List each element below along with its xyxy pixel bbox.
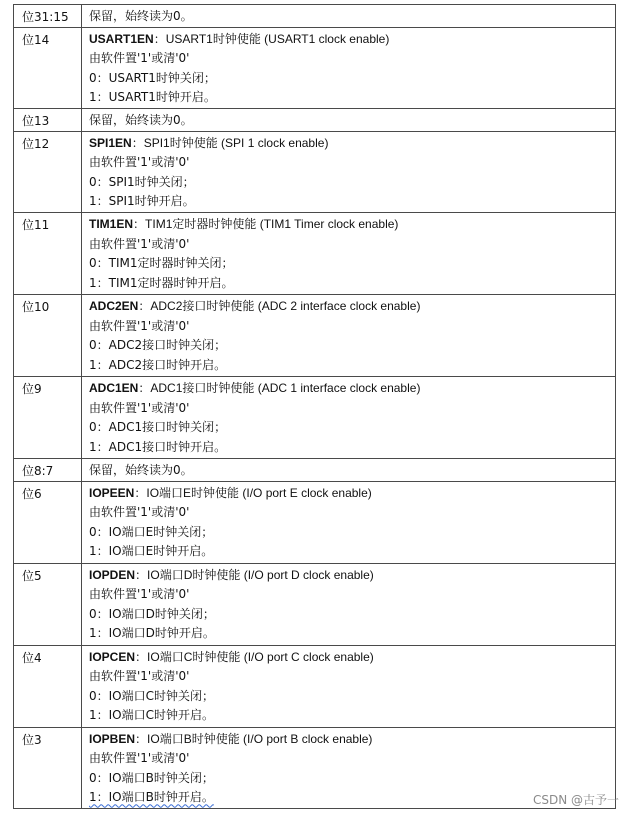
reserved-description: [82, 108, 616, 131]
bit-label: 位11: [14, 212, 82, 294]
field-name: IOPCEN: [89, 649, 136, 664]
field-value-1: 1：IO端口E时钟开启。: [89, 544, 214, 559]
field-separator: ：: [133, 216, 146, 231]
field-value-1: 1：SPI1时钟开启。: [89, 194, 195, 209]
table-row: [14, 131, 616, 212]
field-name: ADC2EN: [89, 298, 139, 313]
field-separator: ：: [135, 649, 148, 664]
register-bit-table: [13, 4, 616, 809]
csdn-watermark: CSDN @古予一: [532, 793, 619, 807]
field-access-note: 由软件置'1'或清'0': [89, 400, 190, 415]
field-access-note: 由软件置'1'或清'0': [89, 51, 190, 66]
field-title-text: SPI1时钟使能 (SPI 1 clock enable): [143, 135, 329, 150]
reserved-text: 保留，始终读为0。: [89, 112, 193, 127]
table-row: [14, 27, 616, 108]
field-separator: ：: [135, 731, 148, 746]
field-value-0: 0：ADC2接口时钟关闭；: [89, 338, 227, 353]
field-title: [89, 730, 615, 750]
field-value-0: 0：IO端口E时钟关闭；: [89, 524, 214, 539]
field-access-note: 由软件置'1'或清'0': [89, 751, 190, 766]
table-row: [14, 458, 616, 481]
bit-label: 位4: [14, 645, 82, 727]
field-description: [82, 563, 616, 645]
field-name: ADC1EN: [89, 380, 139, 395]
bit-label: 位10: [14, 294, 82, 376]
field-description: [82, 212, 616, 294]
field-separator: ：: [134, 485, 147, 500]
field-access-note: 由软件置'1'或清'0': [89, 669, 190, 684]
bit-label: 位6: [14, 481, 82, 563]
field-title-text: IO端口D时钟使能 (I/O port D clock enable): [147, 567, 374, 582]
field-value-0: 0：SPI1时钟关闭；: [89, 174, 195, 189]
field-title-text: ADC2接口时钟使能 (ADC 2 interface clock enable): [150, 298, 421, 313]
field-title: [89, 379, 615, 399]
field-title-text: TIM1定时器时钟使能 (TIM1 Timer clock enable): [145, 216, 399, 231]
field-name: IOPDEN: [89, 567, 136, 582]
field-description: [82, 645, 616, 727]
field-title: [89, 134, 615, 154]
bit-label: 位12: [14, 131, 82, 212]
field-value-0: 0：IO端口D时钟关闭；: [89, 606, 215, 621]
field-title: [89, 30, 615, 50]
reserved-text: 保留，始终读为0。: [89, 9, 193, 23]
field-description: [82, 294, 616, 376]
field-separator: ：: [131, 135, 144, 150]
bit-label: 位14: [14, 27, 82, 108]
field-access-note: 由软件置'1'或清'0': [89, 587, 190, 602]
table-row: [14, 645, 616, 727]
bit-label: 位31:15: [14, 5, 82, 28]
reserved-text: 保留，始终读为0。: [89, 462, 193, 477]
field-value-0: 0：USART1时钟关闭；: [89, 70, 216, 85]
field-title: [89, 566, 615, 586]
field-description: [82, 131, 616, 212]
field-separator: ：: [138, 380, 151, 395]
reserved-description: [82, 5, 616, 28]
field-value-1: 1：IO端口C时钟开启。: [89, 708, 214, 723]
field-value-1: 1：TIM1定时器时钟开启。: [89, 275, 234, 290]
table-row: [14, 294, 616, 376]
field-name: IOPBEN: [89, 731, 136, 746]
field-title: [89, 648, 615, 668]
field-value-1: 1：IO端口B时钟开启。: [89, 790, 214, 805]
field-value-1: 1：USART1时钟开启。: [89, 90, 216, 105]
field-title-text: IO端口E时钟使能 (I/O port E clock enable): [146, 485, 372, 500]
table-row: [14, 212, 616, 294]
field-separator: ：: [135, 567, 148, 582]
field-title: [89, 297, 615, 317]
field-value-1: 1：IO端口D时钟开启。: [89, 626, 215, 641]
field-value-0: 0：TIM1定时器时钟关闭；: [89, 256, 234, 271]
field-description: [82, 27, 616, 108]
field-access-note: 由软件置'1'或清'0': [89, 155, 190, 170]
field-title-text: IO端口C时钟使能 (I/O port C clock enable): [147, 649, 374, 664]
reserved-description: [82, 458, 616, 481]
field-name: SPI1EN: [89, 135, 132, 150]
bit-label: 位8:7: [14, 458, 82, 481]
field-name: USART1EN: [89, 31, 154, 46]
field-title: [89, 215, 615, 235]
field-title: [89, 484, 615, 504]
field-value-0: 0：IO端口C时钟关闭；: [89, 688, 214, 703]
bit-label: 位13: [14, 108, 82, 131]
field-access-note: 由软件置'1'或清'0': [89, 236, 190, 251]
table-row: [14, 376, 616, 458]
bit-label: 位5: [14, 563, 82, 645]
field-name: IOPEEN: [89, 485, 135, 500]
field-value-1: 1：ADC2接口时钟开启。: [89, 357, 227, 372]
field-access-note: 由软件置'1'或清'0': [89, 318, 190, 333]
table-row: [14, 108, 616, 131]
field-access-note: 由软件置'1'或清'0': [89, 505, 190, 520]
table-row: [14, 727, 616, 808]
field-title-text: ADC1接口时钟使能 (ADC 1 interface clock enable): [150, 380, 421, 395]
field-separator: ：: [153, 31, 166, 46]
table-row: [14, 481, 616, 563]
field-title-text: IO端口B时钟使能 (I/O port B clock enable): [147, 731, 373, 746]
field-value-0: 0：ADC1接口时钟关闭；: [89, 420, 227, 435]
bit-label: 位9: [14, 376, 82, 458]
field-description: [82, 481, 616, 563]
table-row: [14, 563, 616, 645]
field-value-0: 0：IO端口B时钟关闭；: [89, 770, 214, 785]
field-name: TIM1EN: [89, 216, 134, 231]
field-description: [82, 376, 616, 458]
field-title-text: USART1时钟使能 (USART1 clock enable): [165, 31, 390, 46]
table-row: [14, 5, 616, 28]
bit-label: 位3: [14, 727, 82, 808]
field-value-1: 1：ADC1接口时钟开启。: [89, 439, 227, 454]
field-separator: ：: [138, 298, 151, 313]
